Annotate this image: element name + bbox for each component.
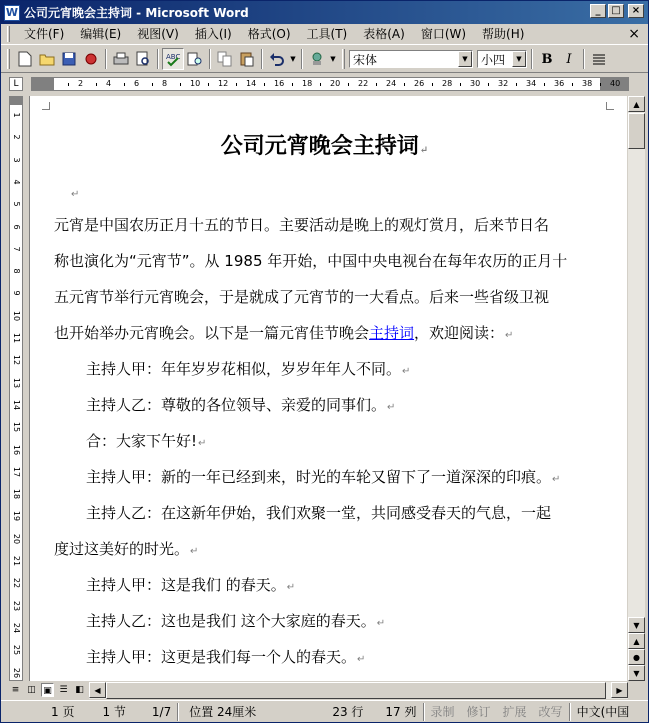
scroll-down-icon[interactable]: ▼ bbox=[628, 617, 645, 633]
ink-icon[interactable] bbox=[306, 48, 328, 70]
menu-tools[interactable]: 工具(T) bbox=[306, 27, 348, 41]
print-preview-icon[interactable] bbox=[132, 48, 154, 70]
horizontal-scrollbar[interactable] bbox=[89, 682, 628, 699]
horizontal-scroll-thumb[interactable] bbox=[106, 682, 606, 699]
vertical-scrollbar[interactable] bbox=[628, 96, 645, 681]
status-bar bbox=[1, 700, 648, 722]
browse-object-icon[interactable]: ● bbox=[628, 649, 645, 665]
ruler-number: 22 bbox=[358, 79, 369, 88]
chevron-down-icon[interactable]: ▼ bbox=[458, 51, 472, 67]
status-track-changes[interactable]: 修订 bbox=[466, 704, 491, 719]
toolbar-separator bbox=[157, 49, 159, 69]
status-page-of: 1/7 bbox=[151, 704, 172, 719]
ruler-tick bbox=[460, 83, 461, 86]
ruler-number: 10 bbox=[190, 79, 201, 88]
word-app-icon[interactable]: W bbox=[5, 6, 19, 19]
intro-line: 称也演化为“元宵节”。从 1985 年开始，中国中央电视台在每年农历的正月十 bbox=[54, 252, 568, 270]
ruler-number: 15 bbox=[12, 422, 21, 433]
menu-format[interactable]: 格式(O) bbox=[247, 27, 291, 41]
ruler-number: 19 bbox=[12, 511, 21, 522]
status-line: 23 行 bbox=[332, 704, 364, 719]
ruler-number: 20 bbox=[330, 79, 341, 88]
toolbar-separator bbox=[261, 49, 263, 69]
ruler-number: 26 bbox=[12, 667, 21, 678]
ruler-number: 2 bbox=[78, 79, 84, 88]
open-folder-icon[interactable] bbox=[36, 48, 58, 70]
ruler-number: 14 bbox=[12, 399, 21, 410]
ruler-number: 28 bbox=[442, 79, 453, 88]
new-doc-icon[interactable] bbox=[14, 48, 36, 70]
close-button[interactable]: × bbox=[628, 4, 644, 18]
menu-bar bbox=[1, 24, 648, 45]
ruler-tick bbox=[544, 83, 545, 86]
doc-close-icon[interactable]: × bbox=[628, 26, 640, 42]
ruler-number: 6 bbox=[12, 223, 21, 230]
undo-icon[interactable] bbox=[266, 48, 288, 70]
status-section: 1 节 bbox=[102, 704, 126, 719]
font-size-value: 小四 bbox=[481, 52, 506, 67]
ruler-number: 6 bbox=[134, 79, 140, 88]
print-layout-icon[interactable]: ▣ bbox=[41, 683, 54, 697]
save-icon[interactable] bbox=[58, 48, 80, 70]
ruler-tick bbox=[236, 83, 237, 86]
status-position: 位置 24厘米 bbox=[189, 704, 257, 719]
ruler-number: 8 bbox=[162, 79, 168, 88]
ruler-tick bbox=[124, 83, 125, 86]
ruler-tick bbox=[572, 83, 573, 86]
ruler-number: 1 bbox=[12, 112, 21, 118]
ruler-number: 14 bbox=[246, 79, 257, 88]
ruler-tick bbox=[376, 83, 377, 86]
dialogue-continuation: 度过这美好的时光。↵ bbox=[54, 540, 199, 558]
intro-line: 也开始举办元宵晚会。以下是一篇元宵佳节晚会主持词，欢迎阅读：↵ bbox=[54, 324, 514, 342]
menu-table[interactable]: 表格(A) bbox=[363, 27, 405, 41]
reading-layout-icon[interactable]: ◧ bbox=[75, 685, 84, 695]
ruler-number: 38 bbox=[582, 79, 593, 88]
toolbar-grip[interactable] bbox=[7, 49, 10, 69]
ruler-tick bbox=[208, 83, 209, 86]
view-scroll-row bbox=[1, 682, 648, 699]
ruler-number: 3 bbox=[12, 157, 21, 163]
ruler-number: 16 bbox=[274, 79, 285, 88]
ruler-number: 18 bbox=[12, 489, 21, 500]
dialogue-line: 主持人乙：这也是我们 这个大家庭的春天。↵ bbox=[86, 612, 386, 630]
ruler-number: 32 bbox=[498, 79, 509, 88]
ruler-tick bbox=[404, 83, 405, 86]
status-page: 1 页 bbox=[51, 704, 75, 719]
status-column: 17 列 bbox=[385, 704, 417, 719]
ruler-tick bbox=[292, 83, 293, 86]
permission-icon[interactable] bbox=[80, 48, 102, 70]
minimize-button[interactable]: _ bbox=[590, 4, 606, 18]
ruler-number: 11 bbox=[12, 332, 21, 344]
research-icon[interactable] bbox=[184, 48, 206, 70]
ruler-tick bbox=[432, 83, 433, 86]
menu-help[interactable]: 帮助(H) bbox=[482, 27, 525, 41]
dialogue-line: 主持人甲：这更是我们每一个人的春天。↵ bbox=[86, 648, 366, 666]
status-overtype[interactable]: 改写 bbox=[538, 704, 563, 719]
spelling-icon[interactable] bbox=[162, 48, 184, 70]
paragraph-mark: ↵ bbox=[71, 189, 80, 200]
ruler-number: 12 bbox=[12, 355, 21, 366]
ruler-left-margin bbox=[32, 78, 54, 90]
horizontal-ruler-row bbox=[1, 74, 648, 94]
ruler-tick bbox=[180, 83, 181, 86]
scroll-left-icon[interactable]: ◀ bbox=[89, 682, 106, 698]
ruler-tick bbox=[488, 83, 489, 86]
ruler-tick bbox=[516, 83, 517, 86]
ruler-number: 9 bbox=[12, 290, 21, 296]
toolbar-separator bbox=[105, 49, 107, 69]
ruler-number: 16 bbox=[12, 444, 21, 455]
host-words-link[interactable]: 主持词 bbox=[369, 324, 415, 342]
ruler-number: 7 bbox=[12, 246, 21, 252]
dialogue-line: 合：大家下午好!↵ bbox=[86, 432, 207, 450]
scroll-right-icon[interactable]: ▶ bbox=[611, 682, 628, 698]
dialogue-line: 主持人乙：尊敬的各位领导、亲爱的同事们。↵ bbox=[86, 396, 396, 414]
ruler-tick bbox=[152, 83, 153, 86]
normal-view-icon[interactable]: ≡ bbox=[11, 685, 20, 695]
ruler-tick bbox=[600, 83, 601, 86]
ruler-number: 36 bbox=[554, 79, 565, 88]
ruler-number: 10 bbox=[12, 310, 21, 321]
web-layout-icon[interactable]: ◫ bbox=[27, 685, 36, 695]
dialogue-line: 主持人甲：新的一年已经到来，时光的车轮又留下了一道深深的印痕。↵ bbox=[86, 468, 561, 486]
ruler-number: 24 bbox=[386, 79, 397, 88]
window-title: 公司元宵晚会主持词 - Microsoft Word bbox=[24, 6, 249, 20]
outline-view-icon[interactable]: ☰ bbox=[59, 685, 68, 695]
next-page-icon[interactable]: ▼ bbox=[628, 665, 645, 681]
tab-selector[interactable]: L bbox=[9, 77, 23, 91]
ruler-tick bbox=[68, 83, 69, 86]
scroll-up-icon[interactable]: ▲ bbox=[628, 96, 645, 112]
chevron-down-icon[interactable]: ▼ bbox=[512, 51, 526, 67]
ruler-number: 21 bbox=[12, 555, 21, 567]
ruler-tick bbox=[264, 83, 265, 86]
align-icon[interactable] bbox=[588, 48, 610, 70]
ruler-number: 12 bbox=[218, 79, 229, 88]
previous-page-icon[interactable]: ▲ bbox=[628, 633, 645, 649]
intro-line: 五元宵节举行元宵晚会，于是就成了元宵节的一大看点。后来一些省级卫视 bbox=[54, 288, 550, 306]
dialogue-line: 主持人甲：这是我们 的春天。↵ bbox=[86, 576, 296, 594]
ruler-number: 8 bbox=[12, 268, 21, 274]
paste-icon[interactable] bbox=[236, 48, 258, 70]
copy-icon[interactable] bbox=[214, 48, 236, 70]
vertical-ruler[interactable] bbox=[9, 96, 23, 681]
font-size-combo[interactable] bbox=[477, 50, 527, 68]
ruler-number: 25 bbox=[12, 645, 21, 656]
status-record[interactable]: 录制 bbox=[430, 704, 455, 719]
ruler-number: 34 bbox=[526, 79, 537, 88]
ruler-number: 40 bbox=[610, 79, 621, 88]
ruler-number: 4 bbox=[12, 179, 21, 185]
menu-file[interactable]: 文件(F) bbox=[24, 27, 65, 41]
menu-insert[interactable]: 插入(I) bbox=[194, 27, 232, 41]
ruler-number: 5 bbox=[12, 201, 21, 207]
ruler-number: 30 bbox=[470, 79, 481, 88]
bold-button[interactable]: B bbox=[541, 51, 553, 67]
margin-corner-mark bbox=[42, 102, 50, 110]
svg-text:ABC: ABC bbox=[166, 53, 181, 61]
menu-view[interactable]: 视图(V) bbox=[137, 27, 179, 41]
print-icon[interactable] bbox=[110, 48, 132, 70]
ruler-number: 20 bbox=[12, 533, 21, 544]
menu-grip[interactable] bbox=[7, 26, 10, 42]
intro-line: 元宵是中国农历正月十五的节日。主要活动是晚上的观灯赏月，后来节日名 bbox=[54, 216, 550, 234]
vertical-scroll-thumb[interactable] bbox=[628, 113, 645, 149]
toolbar-separator bbox=[531, 49, 533, 69]
menu-edit[interactable]: 编辑(E) bbox=[80, 27, 122, 41]
margin-corner-mark bbox=[606, 102, 614, 110]
menu-window[interactable]: 窗口(W) bbox=[420, 27, 467, 41]
ruler-number: 13 bbox=[12, 377, 21, 388]
document-title: 公司元宵晚会主持词↵ bbox=[220, 133, 429, 159]
font-name-combo[interactable] bbox=[349, 50, 473, 68]
vruler-top-margin bbox=[10, 97, 22, 105]
toolbar-separator bbox=[301, 49, 303, 69]
toolbar-separator bbox=[583, 49, 585, 69]
chevron-down-icon[interactable]: ▼ bbox=[290, 55, 296, 63]
toolbar-grip[interactable] bbox=[342, 49, 345, 69]
horizontal-ruler[interactable] bbox=[31, 77, 629, 91]
title-bar[interactable] bbox=[1, 1, 648, 24]
ruler-number: 22 bbox=[12, 578, 21, 589]
ruler-number: 2 bbox=[12, 134, 21, 140]
font-name-value: 宋体 bbox=[353, 52, 378, 67]
ruler-number: 17 bbox=[12, 466, 21, 477]
ruler-number: 18 bbox=[302, 79, 313, 88]
maximize-button[interactable]: □ bbox=[608, 4, 624, 18]
dialogue-line: 主持人甲：年年岁岁花相似，岁岁年年人不同。↵ bbox=[86, 360, 411, 378]
toolbar-separator bbox=[209, 49, 211, 69]
ruler-number: 23 bbox=[12, 600, 21, 611]
document-area[interactable] bbox=[29, 96, 627, 681]
ruler-tick bbox=[348, 83, 349, 86]
status-language: 中文(中国 bbox=[576, 704, 630, 719]
ruler-number: 26 bbox=[414, 79, 425, 88]
italic-button[interactable]: I bbox=[566, 51, 572, 67]
ruler-tick bbox=[320, 83, 321, 86]
toolbar bbox=[1, 46, 648, 73]
dialogue-line: 主持人乙：在这新年伊始，我们欢聚一堂，共同感受春天的气息，一起 bbox=[86, 504, 552, 522]
toolbar-options-chevron-icon[interactable]: ▼ bbox=[330, 55, 336, 63]
ruler-number: 24 bbox=[12, 622, 21, 633]
ruler-tick bbox=[96, 83, 97, 86]
status-extend[interactable]: 扩展 bbox=[502, 704, 527, 719]
ruler-number: 4 bbox=[106, 79, 112, 88]
